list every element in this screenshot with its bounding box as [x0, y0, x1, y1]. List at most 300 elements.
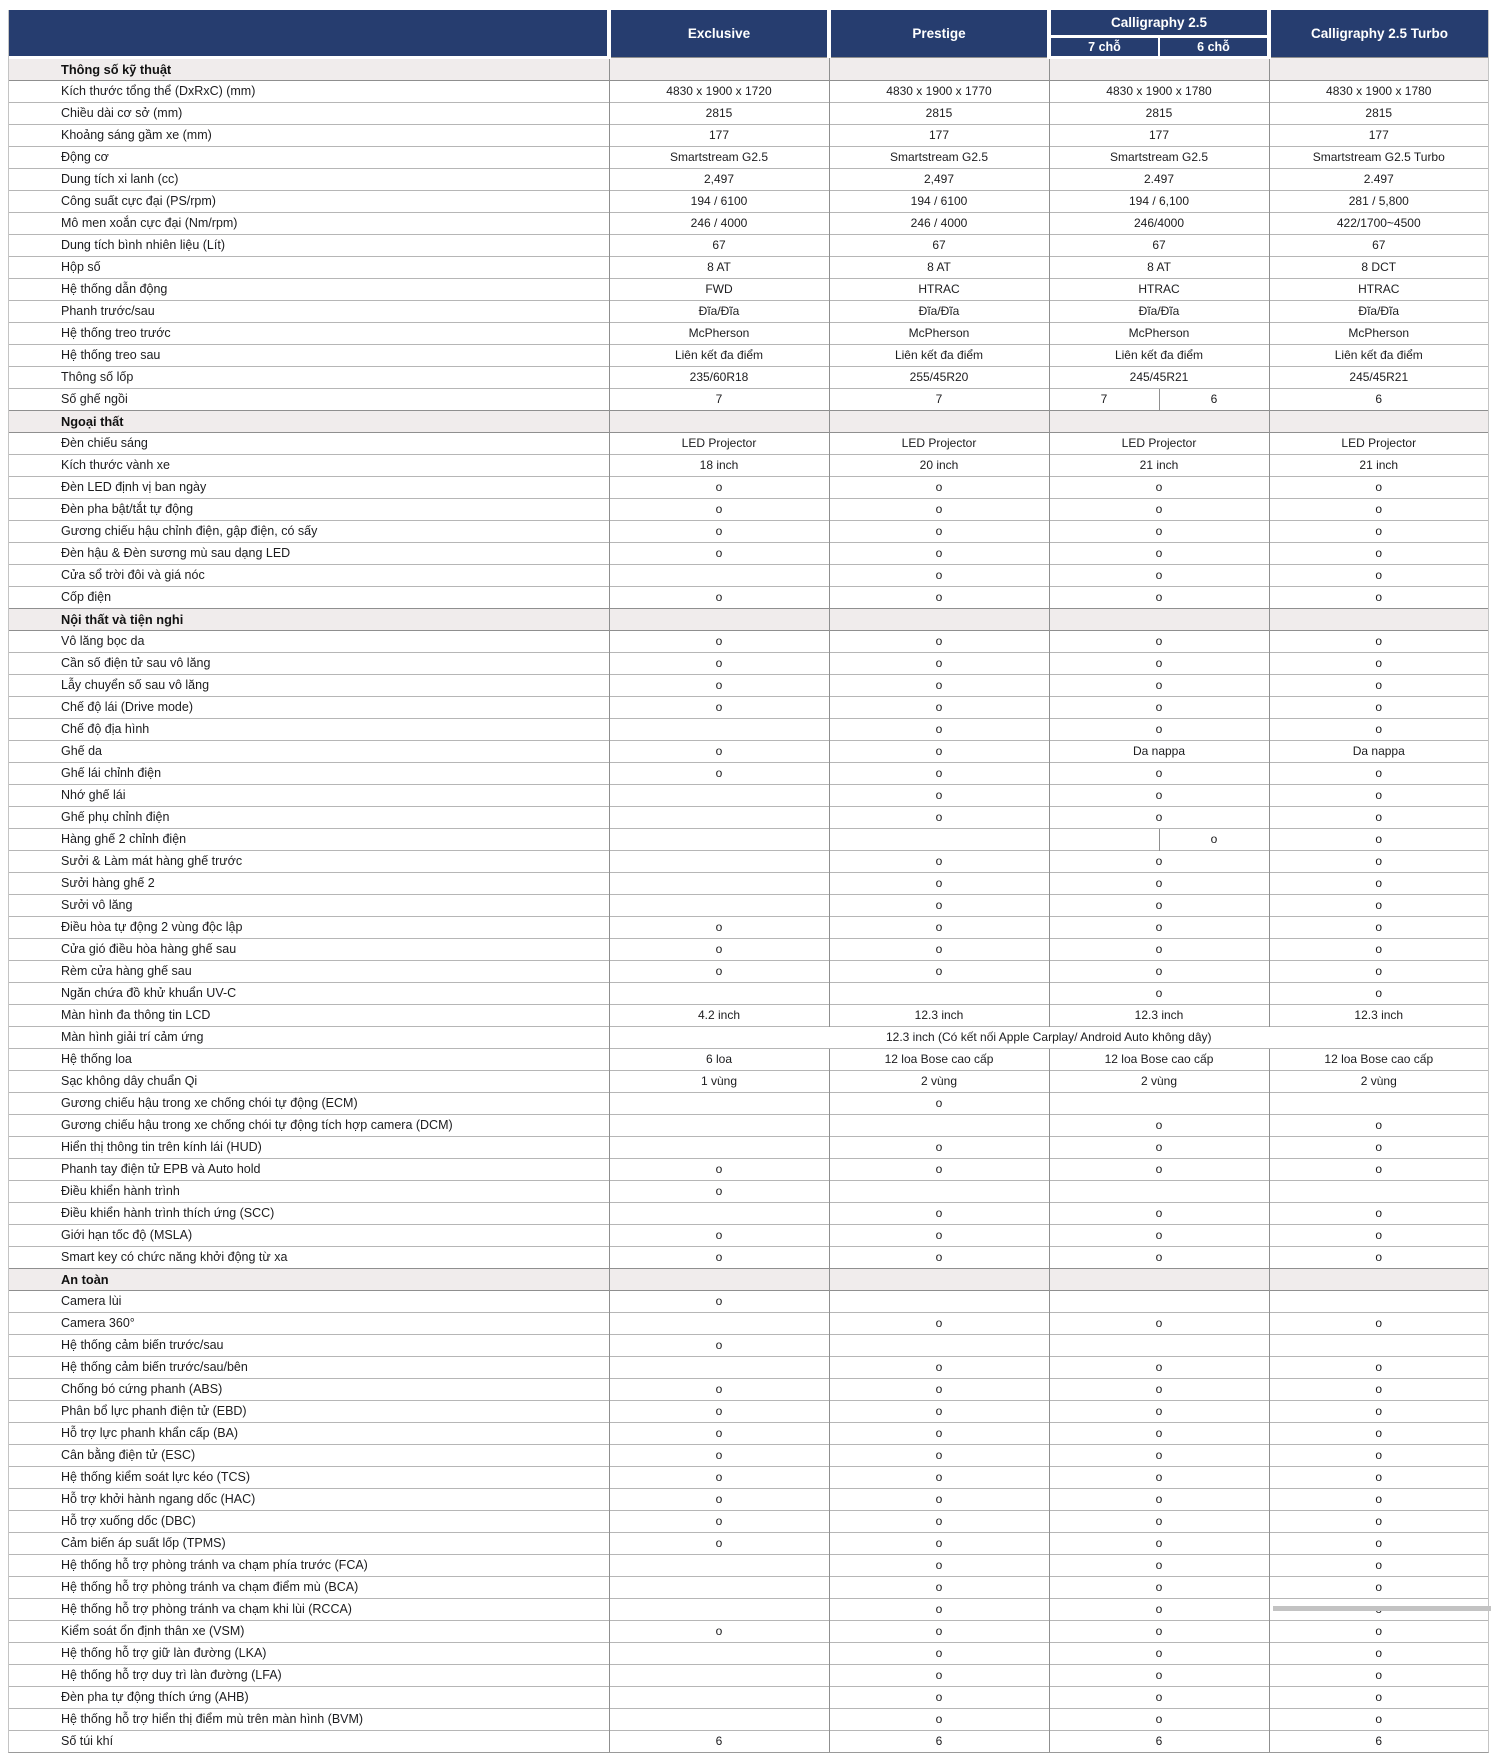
value-cell: o [829, 1664, 1049, 1686]
value-cell: HTRAC [1049, 278, 1269, 300]
spec-row [9, 718, 1488, 740]
value-cell: o [829, 1686, 1049, 1708]
row-label-cell: Màn hình giải trí cảm ứng [9, 1026, 609, 1048]
row-label-cell: Ghế phụ chỉnh điện [9, 806, 609, 828]
value-cell: o [609, 916, 829, 938]
value-cell: o [609, 586, 829, 608]
column-header-prestige: Prestige [829, 10, 1049, 57]
spec-row [9, 1532, 1488, 1554]
value-cell: McPherson [1049, 322, 1269, 344]
value-cell [829, 982, 1049, 1004]
value-cell: o [609, 652, 829, 674]
value-cell: 177 [1049, 124, 1269, 146]
value-cell: o [829, 564, 1049, 586]
row-label-cell: Cảm biến áp suất lốp (TPMS) [9, 1532, 609, 1554]
section-spacer-cell [1049, 608, 1269, 630]
value-cell: o [829, 784, 1049, 806]
value-cell: Đĩa/Đĩa [829, 300, 1049, 322]
value-cell: o [1049, 1598, 1269, 1620]
value-cell: 7 [1049, 388, 1159, 410]
value-cell: o [609, 542, 829, 564]
value-cell: o [829, 476, 1049, 498]
row-label-cell: Giới hạn tốc độ (MSLA) [9, 1224, 609, 1246]
value-cell: 255/45R20 [829, 366, 1049, 388]
value-cell: 177 [609, 124, 829, 146]
value-cell: 67 [1269, 234, 1488, 256]
section-spacer-cell [829, 57, 1049, 80]
value-cell [609, 806, 829, 828]
row-label-cell: Hiển thị thông tin trên kính lái (HUD) [9, 1136, 609, 1158]
value-cell: Da nappa [1049, 740, 1269, 762]
value-cell: o [829, 850, 1049, 872]
value-cell: o [829, 1554, 1049, 1576]
row-label-cell: Điều hòa tự động 2 vùng độc lập [9, 916, 609, 938]
value-cell: o [1269, 1664, 1488, 1686]
row-label-cell: Cốp điện [9, 586, 609, 608]
value-cell: o [829, 1202, 1049, 1224]
row-label-cell: Kích thước vành xe [9, 454, 609, 476]
row-label-cell: Đèn pha bật/tắt tự động [9, 498, 609, 520]
value-cell [1049, 1092, 1269, 1114]
value-cell: o [1269, 476, 1488, 498]
row-label-cell: Gương chiếu hậu trong xe chống chói tự động tích hợp camera (DCM) [9, 1114, 609, 1136]
spec-row [9, 1466, 1488, 1488]
section-spacer-cell [609, 1268, 829, 1290]
spec-row [9, 1312, 1488, 1334]
section-row [9, 57, 1488, 80]
value-cell [609, 564, 829, 586]
row-label-cell: Điều khiển hành trình [9, 1180, 609, 1202]
value-cell [609, 1686, 829, 1708]
spec-row [9, 916, 1488, 938]
value-cell: LED Projector [1269, 432, 1488, 454]
value-cell: 246/4000 [1049, 212, 1269, 234]
value-cell: o [1269, 1576, 1488, 1598]
row-label-cell: Nhớ ghế lái [9, 784, 609, 806]
value-cell: 6 [609, 1730, 829, 1752]
spec-row [9, 366, 1488, 388]
value-cell: o [1049, 1114, 1269, 1136]
value-cell: o [1049, 696, 1269, 718]
spec-row [9, 894, 1488, 916]
spec-row [9, 1488, 1488, 1510]
value-cell: 2 vùng [829, 1070, 1049, 1092]
spec-row [9, 960, 1488, 982]
row-label-cell: Màn hình đa thông tin LCD [9, 1004, 609, 1026]
value-cell: o [609, 1158, 829, 1180]
value-cell: Smartstream G2.5 Turbo [1269, 146, 1488, 168]
value-cell: 18 inch [609, 454, 829, 476]
value-cell: o [1049, 1554, 1269, 1576]
value-cell: o [609, 1378, 829, 1400]
section-title: Ngoại thất [9, 410, 609, 432]
spec-row [9, 1180, 1488, 1202]
value-cell: o [829, 718, 1049, 740]
value-cell: 6 [1269, 1730, 1488, 1752]
row-label-cell: Kiểm soát ổn định thân xe (VSM) [9, 1620, 609, 1642]
value-cell [609, 850, 829, 872]
spec-row [9, 212, 1488, 234]
spec-row [9, 696, 1488, 718]
spec-row [9, 630, 1488, 652]
value-cell: o [1049, 806, 1269, 828]
column-header-calligraphy-turbo: Calligraphy 2.5 Turbo [1269, 10, 1488, 57]
value-cell [1049, 1180, 1269, 1202]
spec-row [9, 1048, 1488, 1070]
row-label-cell: Hệ thống loa [9, 1048, 609, 1070]
spec-row [9, 278, 1488, 300]
value-cell: o [1049, 1158, 1269, 1180]
value-cell: o [1269, 1400, 1488, 1422]
spec-row [9, 1598, 1488, 1620]
value-cell: 4830 x 1900 x 1720 [609, 80, 829, 102]
value-cell: o [1049, 1356, 1269, 1378]
value-cell: 8 AT [609, 256, 829, 278]
value-cell: 21 inch [1049, 454, 1269, 476]
row-label-cell: Rèm cửa hàng ghế sau [9, 960, 609, 982]
value-cell: o [1049, 1510, 1269, 1532]
value-cell: o [829, 630, 1049, 652]
value-cell: 422/1700~4500 [1269, 212, 1488, 234]
spec-row [9, 564, 1488, 586]
value-cell: 6 [1049, 1730, 1269, 1752]
spec-row [9, 1620, 1488, 1642]
section-spacer-cell [829, 410, 1049, 432]
spec-row [9, 762, 1488, 784]
value-cell: o [1049, 1224, 1269, 1246]
column-header-6-seats: 6 chỗ [1159, 36, 1269, 57]
value-cell: 1 vùng [609, 1070, 829, 1092]
value-cell: o [829, 1092, 1049, 1114]
value-cell [829, 1334, 1049, 1356]
row-label-cell: Dung tích xi lanh (cc) [9, 168, 609, 190]
value-cell: 2815 [1269, 102, 1488, 124]
value-cell: o [1269, 1356, 1488, 1378]
row-label-cell: Cần số điện tử sau vô lăng [9, 652, 609, 674]
value-cell: o [1049, 1246, 1269, 1268]
value-cell: o [1269, 498, 1488, 520]
row-label-cell: Phanh tay điện tử EPB và Auto hold [9, 1158, 609, 1180]
value-cell: 194 / 6,100 [1049, 190, 1269, 212]
spec-row [9, 542, 1488, 564]
value-cell: o [1269, 916, 1488, 938]
value-cell: o [829, 1598, 1049, 1620]
value-cell: 2.497 [1049, 168, 1269, 190]
value-cell: Đĩa/Đĩa [609, 300, 829, 322]
value-cell: o [1049, 916, 1269, 938]
spec-row [9, 828, 1488, 850]
row-label-cell: Hỗ trợ xuống dốc (DBC) [9, 1510, 609, 1532]
value-cell: o [1269, 828, 1488, 850]
value-cell: 12 loa Bose cao cấp [1049, 1048, 1269, 1070]
value-cell [829, 828, 1049, 850]
value-cell: o [609, 1532, 829, 1554]
value-cell: 6 [1159, 388, 1269, 410]
row-label-cell: Hệ thống hỗ trợ giữ làn đường (LKA) [9, 1642, 609, 1664]
value-cell: o [829, 938, 1049, 960]
value-cell [609, 1356, 829, 1378]
value-cell [609, 1642, 829, 1664]
value-cell: 7 [829, 388, 1049, 410]
value-cell [609, 1114, 829, 1136]
value-cell: 20 inch [829, 454, 1049, 476]
value-cell: o [829, 1422, 1049, 1444]
value-cell: 2 vùng [1049, 1070, 1269, 1092]
value-cell: LED Projector [829, 432, 1049, 454]
value-cell: HTRAC [829, 278, 1049, 300]
value-cell: o [829, 960, 1049, 982]
value-cell: o [1049, 894, 1269, 916]
value-cell: McPherson [1269, 322, 1488, 344]
spec-row [9, 674, 1488, 696]
value-cell: o [609, 938, 829, 960]
spec-row [9, 784, 1488, 806]
spec-table-wrapper [8, 10, 1489, 1753]
value-cell: 6 [1269, 388, 1488, 410]
value-cell: 67 [829, 234, 1049, 256]
value-cell: o [1049, 586, 1269, 608]
spec-row [9, 124, 1488, 146]
row-label-cell: Hệ thống cảm biến trước/sau [9, 1334, 609, 1356]
value-cell: o [1049, 1642, 1269, 1664]
value-cell: o [1269, 1202, 1488, 1224]
value-cell: o [1049, 630, 1269, 652]
value-cell [609, 1576, 829, 1598]
value-cell: o [1049, 520, 1269, 542]
value-cell: Đĩa/Đĩa [1049, 300, 1269, 322]
value-cell: o [609, 630, 829, 652]
value-cell: Đĩa/Đĩa [1269, 300, 1488, 322]
value-cell: o [829, 674, 1049, 696]
value-cell: o [1049, 542, 1269, 564]
value-cell: o [1269, 762, 1488, 784]
spec-row [9, 102, 1488, 124]
value-cell: 6 loa [609, 1048, 829, 1070]
row-label-cell: Hàng ghế 2 chỉnh điện [9, 828, 609, 850]
value-cell: o [1269, 696, 1488, 718]
value-cell: 8 DCT [1269, 256, 1488, 278]
value-cell: 67 [1049, 234, 1269, 256]
row-label-cell: Camera 360° [9, 1312, 609, 1334]
value-cell: o [1049, 1664, 1269, 1686]
value-cell: o [1049, 762, 1269, 784]
value-cell: o [1269, 564, 1488, 586]
value-cell: o [1269, 1378, 1488, 1400]
row-label-cell: Gương chiếu hậu chỉnh điện, gập điện, có sấy [9, 520, 609, 542]
value-cell: 4830 x 1900 x 1780 [1269, 80, 1488, 102]
value-cell: 8 AT [1049, 256, 1269, 278]
value-cell: o [1269, 850, 1488, 872]
value-cell: o [1049, 718, 1269, 740]
value-cell: o [1049, 1532, 1269, 1554]
spec-table [9, 10, 1488, 1752]
value-cell: o [829, 1620, 1049, 1642]
spec-row [9, 938, 1488, 960]
row-label-cell: Đèn pha tự động thích ứng (AHB) [9, 1686, 609, 1708]
value-cell: 6 [829, 1730, 1049, 1752]
value-cell: o [829, 872, 1049, 894]
value-cell: 245/45R21 [1269, 366, 1488, 388]
row-label-cell: Gương chiếu hậu trong xe chống chói tự động (ECM) [9, 1092, 609, 1114]
value-cell [829, 1290, 1049, 1312]
value-cell: o [1049, 476, 1269, 498]
value-cell: HTRAC [1269, 278, 1488, 300]
value-cell: o [609, 740, 829, 762]
value-cell [609, 872, 829, 894]
row-label-cell: Cửa gió điều hòa hàng ghế sau [9, 938, 609, 960]
value-cell: 12.3 inch [1269, 1004, 1488, 1026]
value-cell: o [1049, 1312, 1269, 1334]
value-cell: 67 [609, 234, 829, 256]
value-cell: o [1269, 1158, 1488, 1180]
value-cell: o [1049, 1422, 1269, 1444]
value-cell: 7 [609, 388, 829, 410]
bottom-edge-artifact [1273, 1606, 1491, 1611]
value-cell: o [1049, 1202, 1269, 1224]
column-header-calligraphy: Calligraphy 2.5 [1049, 10, 1269, 36]
value-cell: o [609, 674, 829, 696]
value-cell: 194 / 6100 [609, 190, 829, 212]
value-cell: o [829, 1642, 1049, 1664]
value-cell: o [1049, 872, 1269, 894]
spec-row [9, 1642, 1488, 1664]
spec-row [9, 476, 1488, 498]
value-cell: o [1269, 1510, 1488, 1532]
spec-row [9, 300, 1488, 322]
value-cell: o [829, 1312, 1049, 1334]
value-cell: Liên kết đa điểm [609, 344, 829, 366]
spec-table-header [9, 10, 1488, 57]
value-cell: o [1049, 784, 1269, 806]
value-cell [609, 828, 829, 850]
spec-row [9, 586, 1488, 608]
value-cell: o [609, 960, 829, 982]
value-cell: o [1269, 1224, 1488, 1246]
row-label-cell: Động cơ [9, 146, 609, 168]
value-cell: o [829, 1488, 1049, 1510]
spec-row [9, 1686, 1488, 1708]
section-title: Nội thất và tiện nghi [9, 608, 609, 630]
section-spacer-cell [609, 57, 829, 80]
header-row [9, 10, 1488, 36]
value-cell: 12.3 inch [829, 1004, 1049, 1026]
value-cell [1269, 1180, 1488, 1202]
row-label-cell: Công suất cực đại (PS/rpm) [9, 190, 609, 212]
value-cell: o [1269, 652, 1488, 674]
value-cell: o [609, 520, 829, 542]
value-cell: o [609, 1510, 829, 1532]
value-cell: o [829, 1466, 1049, 1488]
row-label-cell: Hộp số [9, 256, 609, 278]
section-title: Thông số kỹ thuật [9, 57, 609, 80]
value-cell: o [1269, 1708, 1488, 1730]
value-cell: o [829, 652, 1049, 674]
row-label-cell: Ghế lái chỉnh điện [9, 762, 609, 784]
value-cell: o [829, 1444, 1049, 1466]
value-cell: o [609, 1224, 829, 1246]
value-cell: McPherson [609, 322, 829, 344]
spec-row [9, 652, 1488, 674]
spec-row [9, 256, 1488, 278]
row-label-cell: Khoảng sáng gầm xe (mm) [9, 124, 609, 146]
spec-row [9, 1664, 1488, 1686]
value-cell: o [829, 1400, 1049, 1422]
value-cell: Liên kết đa điểm [1049, 344, 1269, 366]
row-label-cell: Chế độ lái (Drive mode) [9, 696, 609, 718]
section-spacer-cell [609, 410, 829, 432]
value-cell: o [1269, 806, 1488, 828]
spec-row [9, 388, 1488, 410]
value-cell: o [1269, 542, 1488, 564]
value-cell: Smartstream G2.5 [1049, 146, 1269, 168]
row-label-cell: Camera lùi [9, 1290, 609, 1312]
value-cell: 2815 [829, 102, 1049, 124]
value-cell: 177 [1269, 124, 1488, 146]
section-spacer-cell [1269, 410, 1488, 432]
value-cell: 177 [829, 124, 1049, 146]
value-cell: 4.2 inch [609, 1004, 829, 1026]
row-label-cell: Hệ thống cảm biến trước/sau/bên [9, 1356, 609, 1378]
value-cell: o [829, 1510, 1049, 1532]
row-label-cell: Hệ thống hỗ trợ duy trì làn đường (LFA) [9, 1664, 609, 1686]
row-label-cell: Ngăn chứa đồ khử khuẩn UV-C [9, 982, 609, 1004]
section-spacer-cell [829, 1268, 1049, 1290]
value-cell: o [1049, 1686, 1269, 1708]
value-cell: o [1049, 850, 1269, 872]
value-cell: 2.497 [1269, 168, 1488, 190]
value-cell [609, 894, 829, 916]
value-cell: Liên kết đa điểm [1269, 344, 1488, 366]
spec-row [9, 146, 1488, 168]
value-cell: Smartstream G2.5 [609, 146, 829, 168]
value-cell [609, 718, 829, 740]
row-label-cell: Cân bằng điện tử (ESC) [9, 1444, 609, 1466]
value-cell: o [1269, 982, 1488, 1004]
row-label-cell: Chiều dài cơ sở (mm) [9, 102, 609, 124]
row-label-cell: Mô men xoắn cực đại (Nm/rpm) [9, 212, 609, 234]
value-cell: o [829, 1576, 1049, 1598]
section-spacer-cell [1049, 410, 1269, 432]
row-label-cell: Vô lăng bọc da [9, 630, 609, 652]
value-cell [1049, 1290, 1269, 1312]
row-label-cell: Sưởi & Làm mát hàng ghế trước [9, 850, 609, 872]
value-cell [609, 1312, 829, 1334]
value-cell: 245/45R21 [1049, 366, 1269, 388]
value-cell: o [1269, 938, 1488, 960]
spec-row [9, 1400, 1488, 1422]
row-label-cell: Hệ thống treo sau [9, 344, 609, 366]
value-cell: o [609, 1620, 829, 1642]
section-spacer-cell [1049, 1268, 1269, 1290]
value-cell: o [609, 1180, 829, 1202]
value-cell: Liên kết đa điểm [829, 344, 1049, 366]
value-cell: o [1269, 1532, 1488, 1554]
value-cell: o [1269, 894, 1488, 916]
section-row [9, 410, 1488, 432]
value-cell: McPherson [829, 322, 1049, 344]
spec-row [9, 1246, 1488, 1268]
spec-row [9, 1356, 1488, 1378]
value-cell: Smartstream G2.5 [829, 146, 1049, 168]
value-cell: 8 AT [829, 256, 1049, 278]
column-header-7-seats: 7 chỗ [1049, 36, 1159, 57]
row-label-cell: Phân bổ lực phanh điện tử (EBD) [9, 1400, 609, 1422]
row-label-cell: Chống bó cứng phanh (ABS) [9, 1378, 609, 1400]
value-cell: o [829, 806, 1049, 828]
column-header-exclusive: Exclusive [609, 10, 829, 57]
section-spacer-cell [1269, 608, 1488, 630]
value-cell [609, 1136, 829, 1158]
